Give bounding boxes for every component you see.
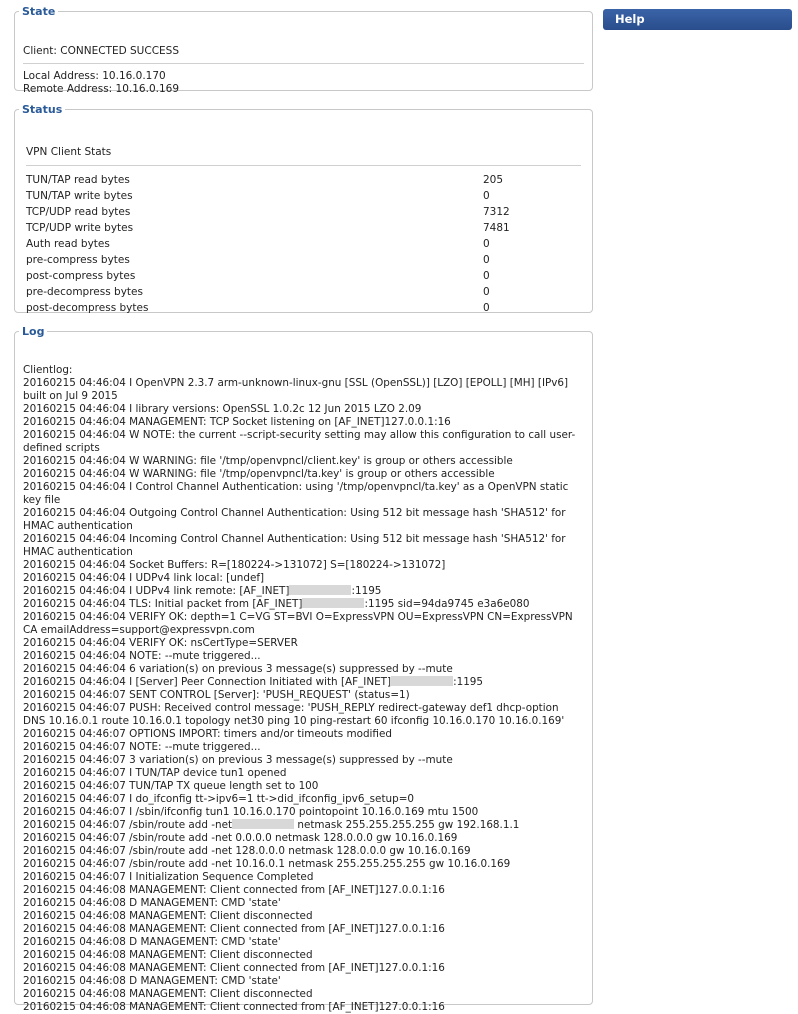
log-line	[23, 611, 583, 637]
stat-label: pre-decompress bytes	[26, 286, 143, 298]
log-line	[23, 871, 583, 884]
log-line-text: 20160215 04:46:07 NOTE: --mute triggered...	[23, 741, 261, 753]
stat-value: 0	[483, 286, 490, 298]
log-line	[23, 949, 583, 962]
log-line-text: 20160215 04:46:04 Socket Buffers: R=[180224->131072] S=[180224->131072]	[23, 559, 446, 571]
log-legend: Log	[22, 325, 45, 338]
stat-value: 7481	[483, 222, 510, 234]
log-line-text: 20160215 04:46:07 /sbin/route add -net 128.0.0.0 netmask 128.0.0.0 gw 10.16.0.169	[23, 845, 471, 857]
log-line-text: 20160215 04:46:07 3 variation(s) on previous 3 message(s) suppressed by --mute	[23, 754, 453, 766]
stat-row	[26, 268, 566, 284]
state-panel	[14, 5, 593, 95]
vpn-client-stats-heading: VPN Client Stats	[26, 146, 112, 158]
log-line-text: 20160215 04:46:04 I library versions: OpenSSL 1.0.2c 12 Jun 2015 LZO 2.09	[23, 403, 422, 415]
log-line	[23, 832, 583, 845]
log-line	[23, 585, 583, 598]
stat-label: TCP/UDP write bytes	[26, 222, 134, 234]
stat-row	[26, 236, 566, 252]
log-line-text: 20160215 04:46:07 I TUN/TAP device tun1 opened	[23, 767, 287, 779]
stat-value: 205	[483, 174, 504, 186]
log-line	[23, 572, 583, 585]
client-status: Client: CONNECTED SUCCESS	[23, 45, 179, 57]
log-line-text: 20160215 04:46:04 Outgoing Control Channel Authentication: Using 512 bit message hash 'SHA512' for HMAC authentication	[23, 507, 566, 532]
stat-row	[26, 204, 566, 220]
log-line-text: 20160215 04:46:08 D MANAGEMENT: CMD 'state'	[23, 936, 281, 948]
log-line-text: 20160215 04:46:08 MANAGEMENT: Client connected from [AF_INET]127.0.0.1:16	[23, 884, 445, 896]
redacted-ip	[232, 819, 294, 829]
redacted-ip	[302, 598, 364, 608]
log-line	[23, 429, 583, 455]
stat-row	[26, 220, 566, 236]
log-line-text: 20160215 04:46:08 MANAGEMENT: Client connected from [AF_INET]127.0.0.1:16	[23, 1001, 445, 1013]
log-line	[23, 663, 583, 676]
stat-value: 0	[483, 302, 490, 314]
log-line	[23, 728, 583, 741]
log-line-text: 20160215 04:46:08 MANAGEMENT: Client disconnected	[23, 910, 313, 922]
log-line	[23, 455, 583, 468]
log-line	[23, 559, 583, 572]
stat-label: pre-compress bytes	[26, 254, 130, 266]
log-line	[23, 806, 583, 819]
log-line	[23, 416, 583, 429]
log-line-text: 20160215 04:46:04 TLS: Initial packet from [AF_INET]	[23, 598, 303, 610]
log-line-text: 20160215 04:46:07 PUSH: Received control message: 'PUSH_REPLY redirect-gateway def1 dhcp-option DNS 10.16.0.1 route 10.16.0.1 topology net30 ping 10 ping-restart 60 ifconfig 10.16.0.170 10.16.0.169'	[23, 702, 565, 727]
log-line	[23, 689, 583, 702]
stat-label: post-decompress bytes	[26, 302, 149, 314]
log-line-text: 20160215 04:46:08 MANAGEMENT: Client connected from [AF_INET]127.0.0.1:16	[23, 923, 445, 935]
log-line	[23, 377, 583, 403]
log-line-text: 20160215 04:46:04 I UDPv4 link remote: [AF_INET]	[23, 585, 290, 597]
log-line-text: 20160215 04:46:07 OPTIONS IMPORT: timers and/or timeouts modified	[23, 728, 392, 740]
log-line	[23, 507, 583, 533]
log-line-text: 20160215 04:46:04 I [Server] Peer Connection Initiated with [AF_INET]	[23, 676, 392, 688]
log-line-text: 20160215 04:46:04 W NOTE: the current --script-security setting may allow this configuration to call user-defined scripts	[23, 429, 576, 454]
log-line	[23, 858, 583, 871]
log-line	[23, 676, 583, 689]
log-lines	[23, 377, 583, 1014]
stat-row	[26, 284, 566, 300]
stat-row	[26, 252, 566, 268]
log-line	[23, 481, 583, 507]
stat-value: 0	[483, 254, 490, 266]
log-line-suffix: :1195	[453, 676, 484, 688]
log-title: Clientlog:	[23, 364, 73, 376]
log-line	[23, 936, 583, 949]
state-divider	[23, 63, 584, 64]
log-line	[23, 819, 583, 832]
log-line-text: 20160215 04:46:04 I OpenVPN 2.3.7 arm-unknown-linux-gnu [SSL (OpenSSL)] [LZO] [EPOLL] [MH] [IPv6] built on Jul 9 2015	[23, 377, 569, 402]
log-line	[23, 702, 583, 728]
log-line-text: 20160215 04:46:07 I do_ifconfig tt->ipv6=1 tt->did_ifconfig_ipv6_setup=0	[23, 793, 415, 805]
log-line-text: 20160215 04:46:08 MANAGEMENT: Client connected from [AF_INET]127.0.0.1:16	[23, 962, 445, 974]
log-line	[23, 975, 583, 988]
stat-label: TUN/TAP read bytes	[26, 174, 130, 186]
log-line	[23, 910, 583, 923]
log-line-text: 20160215 04:46:04 W WARNING: file '/tmp/openvpncl/ta.key' is group or others accessible	[23, 468, 495, 480]
stat-label: post-compress bytes	[26, 270, 136, 282]
log-panel	[14, 325, 593, 1013]
log-line-text: 20160215 04:46:04 MANAGEMENT: TCP Socket listening on [AF_INET]127.0.0.1:16	[23, 416, 451, 428]
log-line	[23, 650, 583, 663]
log-line-text: 20160215 04:46:04 VERIFY OK: depth=1 C=VG ST=BVI O=ExpressVPN OU=ExpressVPN CN=ExpressVPN CA emailAddress=support@expressvpn.com	[23, 611, 573, 636]
log-line-text: 20160215 04:46:07 /sbin/route add -net	[23, 819, 233, 831]
log-line-text: 20160215 04:46:04 I Control Channel Authentication: using '/tmp/openvpncl/ta.key' as a OpenVPN static key file	[23, 481, 569, 506]
stat-row	[26, 172, 566, 188]
stat-row	[26, 188, 566, 204]
log-line-text: 20160215 04:46:08 D MANAGEMENT: CMD 'state'	[23, 975, 281, 987]
log-line-suffix: :1195 sid=94da9745 e3a6e080	[364, 598, 530, 610]
redacted-ip	[391, 676, 453, 686]
log-line	[23, 780, 583, 793]
stat-row	[26, 300, 566, 316]
stat-value: 0	[483, 270, 490, 282]
log-line	[23, 533, 583, 559]
log-line	[23, 884, 583, 897]
stat-label: Auth read bytes	[26, 238, 110, 250]
log-line	[23, 637, 583, 650]
log-line-text: 20160215 04:46:08 MANAGEMENT: Client disconnected	[23, 988, 313, 1000]
help-button[interactable]: Help	[603, 9, 792, 30]
log-line	[23, 767, 583, 780]
stat-value: 0	[483, 190, 490, 202]
stat-label: TUN/TAP write bytes	[26, 190, 133, 202]
status-divider	[26, 165, 581, 166]
log-line	[23, 897, 583, 910]
redacted-ip	[289, 585, 351, 595]
stat-value: 7312	[483, 206, 510, 218]
log-line-text: 20160215 04:46:04 I UDPv4 link local: [undef]	[23, 572, 265, 584]
local-address: Local Address: 10.16.0.170	[23, 70, 166, 82]
status-legend: Status	[22, 103, 63, 116]
log-line	[23, 1001, 583, 1014]
log-line-text: 20160215 04:46:07 SENT CONTROL [Server]: 'PUSH_REQUEST' (status=1)	[23, 689, 410, 701]
log-line	[23, 962, 583, 975]
log-line-text: 20160215 04:46:04 Incoming Control Channel Authentication: Using 512 bit message hash 'SHA512' for HMAC authentication	[23, 533, 566, 558]
stat-label: TCP/UDP read bytes	[26, 206, 131, 218]
log-line-suffix: :1195	[351, 585, 382, 597]
log-line	[23, 741, 583, 754]
log-line	[23, 793, 583, 806]
log-line-text: 20160215 04:46:04 NOTE: --mute triggered...	[23, 650, 261, 662]
log-line	[23, 468, 583, 481]
log-line	[23, 923, 583, 936]
log-line-text: 20160215 04:46:04 6 variation(s) on previous 3 message(s) suppressed by --mute	[23, 663, 453, 675]
log-line-text: 20160215 04:46:07 TUN/TAP TX queue length set to 100	[23, 780, 319, 792]
log-line-text: 20160215 04:46:04 VERIFY OK: nsCertType=SERVER	[23, 637, 298, 649]
status-panel	[14, 103, 593, 313]
log-line	[23, 403, 583, 416]
log-line-text: 20160215 04:46:08 MANAGEMENT: Client disconnected	[23, 949, 313, 961]
log-line	[23, 598, 583, 611]
log-line-text: 20160215 04:46:08 D MANAGEMENT: CMD 'state'	[23, 897, 281, 909]
log-line-suffix: netmask 255.255.255.255 gw 192.168.1.1	[294, 819, 520, 831]
log-line	[23, 845, 583, 858]
stat-value: 0	[483, 238, 490, 250]
remote-address: Remote Address: 10.16.0.169	[23, 83, 179, 95]
log-line-text: 20160215 04:46:07 /sbin/route add -net 0.0.0.0 netmask 128.0.0.0 gw 10.16.0.169	[23, 832, 458, 844]
log-line	[23, 754, 583, 767]
log-line-text: 20160215 04:46:04 W WARNING: file '/tmp/openvpncl/client.key' is group or others accessible	[23, 455, 513, 467]
log-line-text: 20160215 04:46:07 /sbin/route add -net 10.16.0.1 netmask 255.255.255.255 gw 10.16.0.169	[23, 858, 511, 870]
log-text	[23, 364, 583, 1014]
log-line-text: 20160215 04:46:07 I /sbin/ifconfig tun1 10.16.0.170 pointopoint 10.16.0.169 mtu 1500	[23, 806, 479, 818]
state-legend: State	[22, 5, 56, 18]
log-line-text: 20160215 04:46:07 I Initialization Sequence Completed	[23, 871, 314, 883]
